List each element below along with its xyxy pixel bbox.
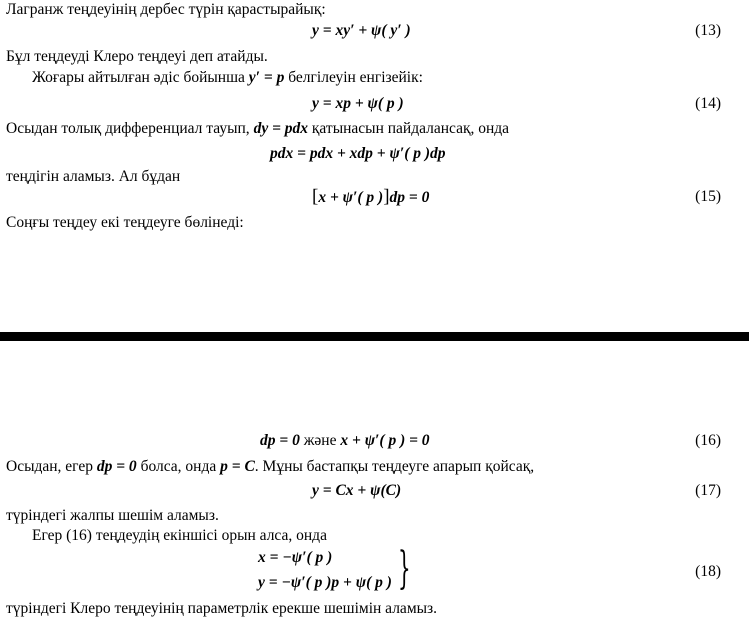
equation-number: (15) — [695, 188, 721, 205]
inline-formula: dy = pdx — [253, 120, 309, 137]
text-line: түріндегі Клеро теңдеуінің параметрлік ерекше шешімін аламыз. — [6, 600, 438, 617]
equation-15 — [312, 188, 429, 207]
text-fragment: болса, онда — [140, 458, 217, 475]
text-line: теңдігін аламыз. Ал бұдан — [6, 168, 181, 185]
equation-18-line2: y = −ψ′( p )p + ψ( p ) — [258, 574, 392, 591]
bracket-close: ] — [383, 186, 390, 207]
system-brace: } — [398, 543, 411, 594]
text-fragment: . Мұны бастапқы теңдеуге апарып қойсақ, — [254, 458, 535, 475]
equation-17: y = Cx + ψ(C) — [312, 482, 402, 499]
text-line: Бұл теңдеуді Клеро теңдеуі деп атайды. — [6, 48, 268, 65]
equation-number: (18) — [695, 563, 721, 580]
formula-part: dp = 0 — [260, 432, 300, 449]
text-line — [6, 120, 509, 138]
inline-formula: y′ = p — [248, 69, 285, 86]
page-break-bar — [0, 332, 749, 341]
bracket-content: x + ψ′( p ) — [318, 189, 384, 206]
equation-intermediate: pdx = pdx + xdp + ψ′( p )dp — [270, 145, 446, 162]
conjunction: және — [303, 432, 337, 449]
equation-tail: dp = 0 — [389, 189, 430, 206]
text-fragment: қатынасын пайдалансақ, онда — [311, 120, 510, 137]
equation-14: y = xp + ψ( p ) — [312, 95, 404, 112]
text-line: Соңғы теңдеу екі теңдеуге бөлінеді: — [6, 214, 244, 231]
equation-number: (13) — [695, 22, 721, 39]
bracket-open: [ — [312, 186, 319, 207]
text-fragment: Жоғары айтылған әдіс бойынша — [32, 69, 245, 86]
equation-13: y = xy′ + ψ( y′ ) — [312, 22, 411, 39]
inline-formula: dp = 0 — [96, 458, 137, 475]
equation-number: (14) — [695, 95, 721, 112]
text-line: Егер (16) теңдеудің екіншісі орын алса, онда — [32, 527, 327, 544]
formula-part: x + ψ′( p ) = 0 — [340, 432, 430, 449]
text-fragment: белгілеуін енгізейік: — [288, 69, 423, 86]
text-line: түріндегі жалпы шешім аламыз. — [6, 507, 219, 524]
equation-16 — [260, 432, 430, 450]
equation-number: (16) — [695, 432, 721, 449]
text-line — [6, 458, 534, 476]
text-fragment: Осыдан, егер — [6, 458, 93, 475]
text-line: Лагранж теңдеуінің дербес түрін қарастырайық: — [6, 1, 326, 18]
equation-18-line1: x = −ψ′( p ) — [258, 549, 333, 566]
inline-formula: p = C — [220, 458, 255, 475]
text-line — [32, 69, 423, 87]
equation-number: (17) — [695, 482, 721, 499]
text-fragment: Осыдан толық дифференциал тауып, — [6, 120, 250, 137]
